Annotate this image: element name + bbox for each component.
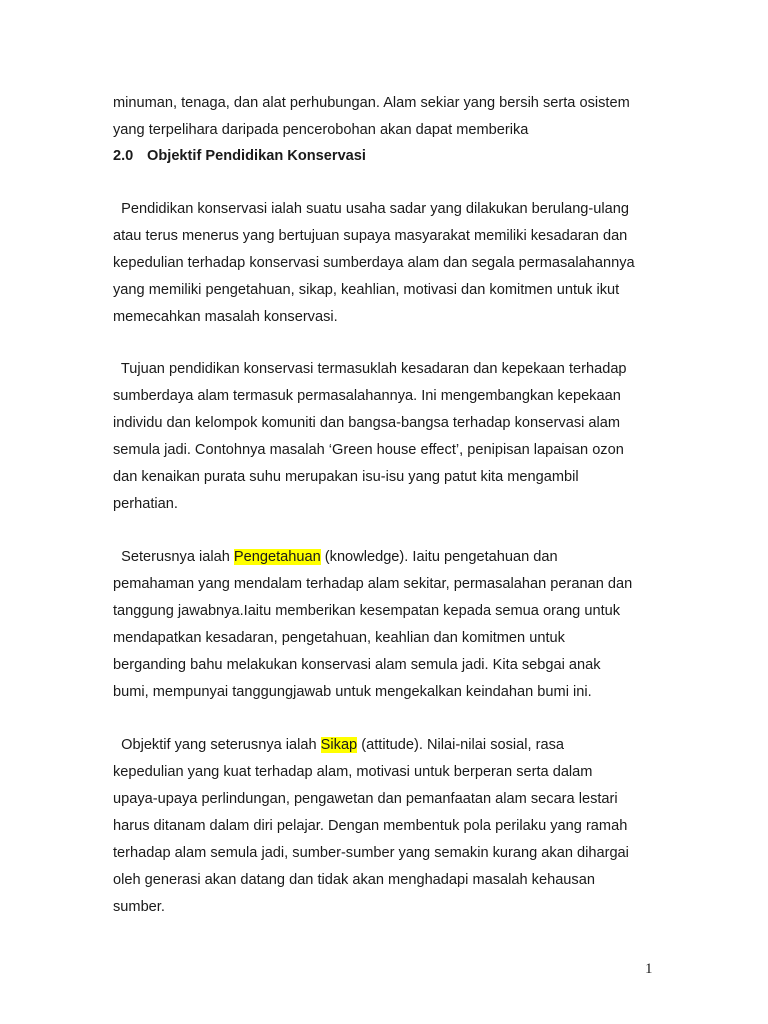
paragraph-line: dan kenaikan purata suhu merupakan isu-isu yang patut kita mengambil — [113, 469, 579, 485]
paragraph-line: yang memiliki pengetahuan, sikap, keahlian, motivasi dan komitmen untuk ikut — [113, 282, 620, 298]
paragraph-line: memecahkan masalah konservasi. — [113, 309, 338, 325]
text-segment: (knowledge). Iaitu pengetahuan dan — [320, 549, 558, 565]
paragraph-line: tanggung jawabnya.Iaitu memberikan kesempatan kepada semua orang untuk — [113, 603, 621, 619]
paragraph-line: sumber. — [113, 899, 165, 915]
paragraph-line: individu dan kelompok komuniti dan bangsa-bangsa terhadap konservasi alam — [113, 415, 621, 431]
page-number: 1 — [645, 961, 653, 977]
paragraph-line: pemahaman yang mendalam terhadap alam sekitar, permasalahan peranan dan — [113, 576, 633, 592]
text-segment: (attitude). Nilai-nilai sosial, rasa — [357, 737, 565, 753]
highlighted-term: Sikap — [320, 737, 358, 753]
intro-line: minuman, tenaga, dan alat perhubungan. Alam sekiar yang bersih serta osistem — [113, 95, 630, 111]
paragraph-line: terhadap alam semula jadi, sumber-sumber yang semakin kurang akan dihargai — [113, 845, 629, 861]
paragraph-line: Tujuan pendidikan konservasi termasuklah kesadaran dan kepekaan terhadap — [113, 361, 627, 377]
paragraph-line: Pendidikan konservasi ialah suatu usaha sadar yang dilakukan berulang-ulang — [113, 201, 629, 217]
paragraph-line: oleh generasi akan datang dan tidak akan menghadapi masalah kehausan — [113, 872, 595, 888]
section-heading — [113, 147, 366, 165]
paragraph-line: upaya-upaya perlindungan, pengawetan dan pemanfaatan alam secara lestari — [113, 791, 618, 807]
paragraph-line: atau terus menerus yang bertujuan supaya masyarakat memiliki kesadaran dan — [113, 228, 628, 244]
paragraph-line: mendapatkan kesadaran, pengetahuan, keahlian dan komitmen untuk — [113, 630, 565, 646]
intro-line: yang terpelihara daripada pencerobohan akan dapat memberika — [113, 122, 529, 138]
section-number: 2.0 — [113, 148, 134, 164]
paragraph-line: harus ditanam dalam diri pelajar. Dengan membentuk pola perilaku yang ramah — [113, 818, 628, 834]
paragraph-line: sumberdaya alam termasuk permasalahannya. Ini mengembangkan kepekaan — [113, 388, 621, 404]
paragraph-line: kepedulian terhadap konservasi sumberdaya alam dan segala permasalahannya — [113, 255, 635, 271]
paragraph-line: berganding bahu melakukan konservasi alam semula jadi. Kita sebgai anak — [113, 657, 601, 673]
highlighted-term: Pengetahuan — [233, 549, 321, 565]
paragraph-line: semula jadi. Contohnya masalah ‘Green house effect’, penipisan lapaisan ozon — [113, 442, 624, 458]
section-title: Objektif Pendidikan Konservasi — [147, 148, 366, 164]
paragraph-line — [113, 736, 564, 754]
paragraph-line — [113, 548, 558, 566]
text-segment: Seterusnya ialah — [113, 549, 234, 565]
text-segment: Objektif yang seterusnya ialah — [113, 737, 321, 753]
paragraph-line: kepedulian yang kuat terhadap alam, motivasi untuk berperan serta dalam — [113, 764, 593, 780]
paragraph-line: perhatian. — [113, 496, 178, 512]
paragraph-line: bumi, mempunyai tanggungjawab untuk mengekalkan keindahan bumi ini. — [113, 684, 592, 700]
